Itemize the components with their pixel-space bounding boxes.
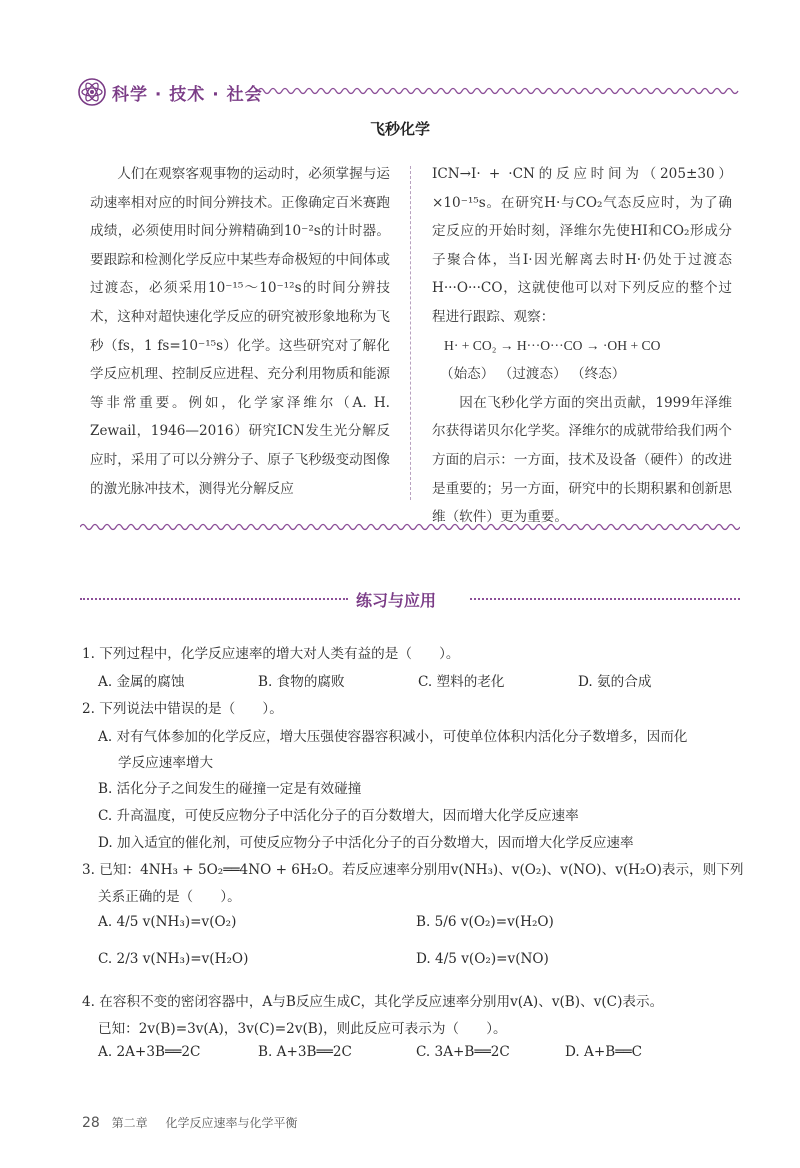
q3-option-b: B. 5/6 v(O₂)=v(H₂O): [416, 914, 554, 930]
section-header: 科学 · 技术 · 社会: [112, 85, 263, 105]
article-right-column: [432, 160, 732, 532]
q4-option-d: D. A+B══C: [565, 1044, 643, 1060]
article-paragraph-1: 人们在观察客观事物的运动时，必须掌握与运动速率相对应的时间分辨技术。正像确定百米赛跑成绩，必须使用时间分辨精确到10⁻²s的计时器。要跟踪和检测化学反应中某些寿命极短的中间体或过渡态，必须采用10⁻¹⁵～10⁻¹²s的时间分辨技术，这种对超快速化学反应的研究被形象地称为飞秒（fs，1 fs=10⁻¹⁵s）化学。这些研究对了解化学反应机理、控制反应进程、充分利用物质和能源等非常重要。例如，化学家泽维尔（A. H. Zewail，1946—2016）研究ICN发生光分解反应时，采用了可以分辨分子、原子飞秒级变动图像的激光脉冲技术，测得光分解反应: [90, 166, 390, 497]
q2-option-a-line2: 学反应速率增大: [118, 755, 214, 771]
column-divider: [410, 166, 411, 500]
wavy-divider-bottom: [80, 522, 740, 532]
q2-option-d: D. 加入适宜的催化剂，可使反应物分子中活化分子的百分数增大，因而增大化学反应速率: [98, 835, 634, 851]
q1-stem: 1. 下列过程中，化学反应速率的增大对人类有益的是（ ）。: [82, 646, 460, 662]
reaction-equation: H· + CO₂ → H···O···CO → ·OH + CO: [444, 337, 661, 353]
article-paragraph-3: 因在飞秒化学方面的突出贡献，1999年泽维尔获得诺贝尔化学奖。泽维尔的成就带给我们两个方面的启示：一方面，技术及设备（硬件）的改进是重要的；另一方面，研究中的长期积累和创新思维（软件）更为重要。: [432, 394, 732, 526]
q2-option-a-line1: A. 对有气体参加的化学反应，增大压强使容器容积减小，可使单位体积内活化分子数增多，因而化: [98, 729, 688, 745]
article-title: 飞秒化学: [369, 120, 430, 138]
q2-stem: 2. 下列说法中错误的是（ ）。: [82, 701, 283, 717]
q2-option-c: C. 升高温度，可使反应物分子中活化分子的百分数增大，因而增大化学反应速率: [98, 808, 579, 824]
exercise-header: 练习与应用: [356, 591, 437, 610]
q4-option-a: A. 2A+3B══2C: [98, 1044, 201, 1060]
q1-option-a: A. 金属的腐蚀: [98, 674, 185, 690]
q3-stem-line2: 关系正确的是（ ）。: [98, 889, 241, 905]
q1-option-d: D. 氨的合成: [578, 674, 652, 690]
page-footer: [82, 1114, 298, 1131]
q4-stem-line1: 4. 在容积不变的密闭容器中，A与B反应生成C，其化学反应速率分别用v(A)、v(B)、v(C)表示。: [82, 994, 664, 1010]
article-paragraph-2: ICN→I· + ·CN的反应时间为（205±30）×10⁻¹⁵s。在研究H·与CO₂气态反应时，为了确定反应的开始时刻，泽维尔先使HI和CO₂形成分子聚合体，当I·因光解离去时H·仍处于过渡态H···O···CO，这就使他可以对下列反应的整个过程进行跟踪、观察：: [432, 166, 732, 325]
q1-option-c: C. 塑料的老化: [418, 674, 505, 690]
chapter-label: 第二章: [111, 1116, 148, 1130]
article-left-column: [90, 160, 390, 503]
q3-option-c: C. 2/3 v(NH₃)=v(H₂O): [98, 951, 249, 967]
q2-option-b: B. 活化分子之间发生的碰撞一定是有效碰撞: [98, 781, 362, 797]
q1-option-b: B. 食物的腐败: [258, 674, 345, 690]
atom-icon: [78, 78, 106, 106]
q4-option-c: C. 3A+B══2C: [416, 1044, 510, 1060]
page-number: 28: [82, 1115, 100, 1131]
reaction-state-labels: （始态） （过渡态） （终态）: [440, 366, 626, 383]
exercise-dots-right: [470, 598, 740, 600]
q4-stem-line2: 已知：2v(B)=3v(A)，3v(C)=2v(B)，则此反应可表示为（ ）。: [98, 1021, 507, 1037]
q3-option-d: D. 4/5 v(O₂)=v(NO): [416, 951, 549, 967]
q4-option-b: B. A+3B══2C: [258, 1044, 352, 1060]
wavy-divider-top: [258, 86, 740, 96]
q3-option-a: A. 4/5 v(NH₃)=v(O₂): [98, 914, 237, 930]
q3-stem-line1: 3. 已知：4NH₃ + 5O₂══4NO + 6H₂O。若反应速率分别用v(NH₃)、v(O₂)、v(NO)、v(H₂O)表示，则下列: [82, 862, 744, 878]
chapter-title: 化学反应速率与化学平衡: [165, 1116, 298, 1130]
exercise-dots-left: [80, 598, 348, 600]
